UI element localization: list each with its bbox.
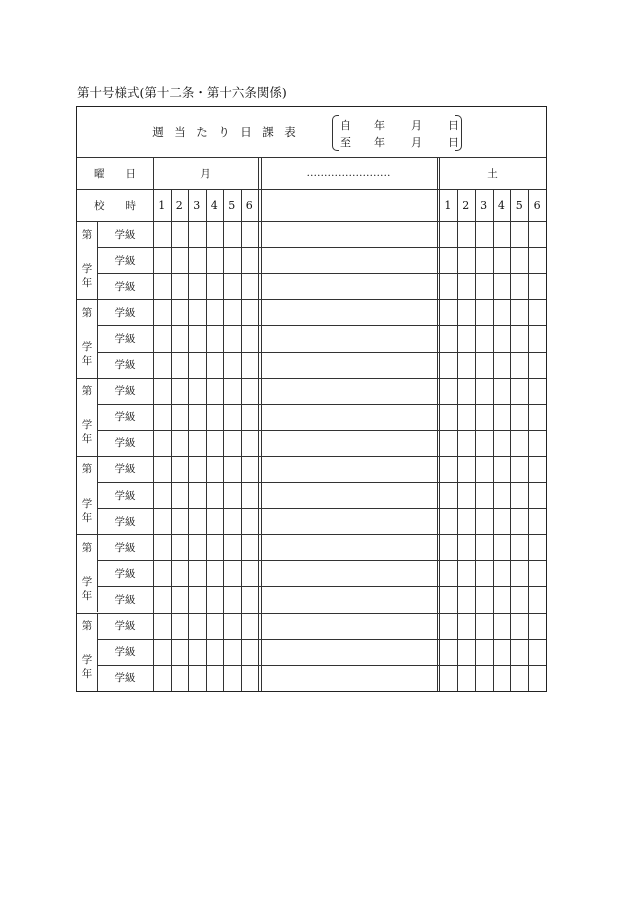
weekday-ellipsis: ……………………: [306, 167, 391, 179]
grade-dai-label: 第: [81, 385, 93, 398]
grade-gaku-label: 学: [81, 341, 93, 353]
monday-period-line: [171, 189, 172, 691]
monday-label: 月: [200, 167, 211, 180]
class-label: 学級: [114, 515, 136, 528]
timetable-header: [77, 107, 546, 157]
monday-period-number: 4: [210, 198, 218, 212]
grade-gaku-label: 学: [81, 262, 93, 275]
class-label: 学級: [114, 463, 136, 476]
monday-period-line: [188, 189, 189, 691]
title-char: り: [218, 125, 230, 139]
title-char: 週: [152, 125, 164, 139]
class-label: 学級: [114, 620, 136, 633]
title-char: 表: [284, 125, 296, 139]
middle-start-line: [261, 157, 262, 691]
period-to-month: 月: [411, 136, 422, 149]
grade-nen-label: 年: [81, 589, 93, 602]
grade-nen-label: 年: [81, 668, 93, 681]
period-from-day: 日: [448, 119, 459, 132]
grade-nen-label: 年: [81, 355, 93, 367]
grade-dai-label: 第: [81, 541, 93, 554]
period-to-label: 至: [340, 136, 351, 149]
grade-gaku-label: 学: [81, 497, 93, 510]
saturday-period-number: 2: [462, 198, 470, 212]
class-label: 学級: [114, 228, 136, 241]
saturday-start-line: [439, 157, 440, 691]
class-label: 学級: [114, 489, 136, 502]
class-row-line: [97, 665, 546, 666]
class-row-line: [97, 404, 546, 405]
form-title: 第十号様式(第十二条・第十六条関係): [77, 85, 287, 100]
class-label: 学級: [114, 332, 136, 345]
period-label: 校 時: [94, 199, 136, 212]
period-from-month: 月: [411, 119, 422, 132]
period-from-label: 自: [340, 119, 351, 132]
label-column-line: [153, 157, 154, 691]
class-row-line: [97, 508, 546, 509]
saturday-period-line: [457, 189, 458, 691]
monday-period-number: 5: [228, 198, 236, 212]
monday-period-line: [241, 189, 242, 691]
middle-end-line: [437, 157, 438, 691]
title-char: た: [196, 125, 208, 139]
class-row-line: [97, 430, 546, 431]
grade-dai-label: 第: [81, 306, 93, 319]
saturday-period-line: [475, 189, 476, 691]
class-row-line: [97, 273, 546, 274]
class-label: 学級: [114, 541, 136, 554]
timetable-title: [147, 124, 301, 140]
class-label: 学級: [114, 672, 136, 685]
timetable-form: [76, 106, 547, 692]
saturday-period-line: [510, 189, 511, 691]
saturday-period-line: [528, 189, 529, 691]
period-to-day: 日: [448, 136, 459, 149]
class-label: 学級: [114, 280, 136, 293]
class-label: 学級: [114, 385, 136, 398]
grade-dai-label: 第: [81, 463, 93, 476]
class-label: 学級: [114, 593, 136, 606]
monday-period-line: [223, 189, 224, 691]
monday-end-line: [258, 157, 259, 691]
class-label: 学級: [114, 437, 136, 450]
saturday-period-line: [493, 189, 494, 691]
monday-period-number: 2: [175, 198, 183, 212]
saturday-period-number: 4: [497, 198, 505, 212]
grade-dai-label: 第: [81, 620, 93, 633]
grade-gaku-label: 学: [81, 575, 93, 588]
grade-gaku-label: 学: [81, 419, 93, 432]
left-bracket: [332, 115, 339, 151]
period-from-year: 年: [374, 119, 385, 132]
class-label: 学級: [114, 567, 136, 580]
saturday-period-number: 1: [444, 198, 452, 212]
grade-gaku-label: 学: [81, 654, 93, 667]
grade-nen-label: 年: [81, 433, 93, 446]
class-row-line: [97, 325, 546, 326]
period-to-year: 年: [374, 136, 385, 149]
grade-nen-label: 年: [81, 511, 93, 524]
class-label: 学級: [114, 359, 136, 372]
class-row-line: [97, 586, 546, 587]
class-label: 学級: [114, 646, 136, 659]
saturday-period-number: 5: [515, 198, 523, 212]
title-char: 課: [262, 125, 274, 139]
grade-nen-label: 年: [81, 276, 93, 289]
class-row-line: [97, 482, 546, 483]
period-range: [332, 113, 462, 151]
saturday-label: 土: [487, 167, 498, 180]
class-label: 学級: [114, 411, 136, 424]
class-label: 学級: [114, 254, 136, 267]
class-row-line: [97, 560, 546, 561]
monday-period-number: 6: [245, 198, 253, 212]
class-row-line: [97, 247, 546, 248]
saturday-period-number: 6: [533, 198, 541, 212]
class-row-line: [97, 639, 546, 640]
title-char: 当: [174, 125, 186, 139]
class-label: 学級: [114, 306, 136, 319]
monday-period-line: [206, 189, 207, 691]
monday-period-number: 3: [193, 198, 201, 212]
saturday-period-number: 3: [480, 198, 488, 212]
title-char: 日: [240, 125, 252, 139]
monday-period-number: 1: [158, 198, 166, 212]
class-row-line: [97, 352, 546, 353]
weekday-label: 曜 日: [94, 167, 136, 180]
grade-dai-label: 第: [81, 228, 93, 241]
